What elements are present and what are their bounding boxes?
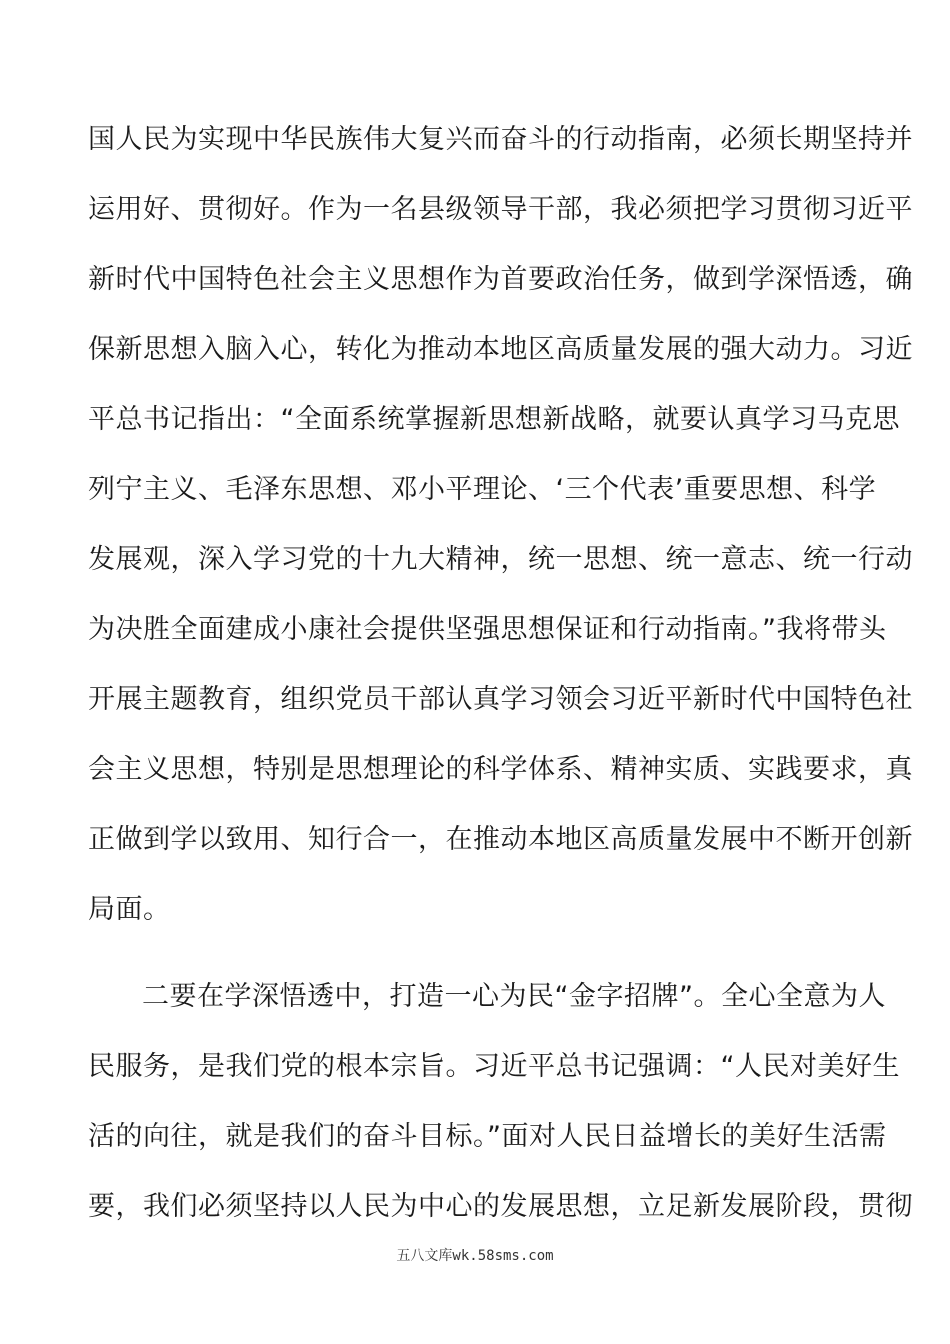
text-line: 国人民为实现中华民族伟大复兴而奋斗的行动指南，必须长期坚持并 (88, 124, 913, 155)
text-line: 发展观，深入学习党的十九大精神，统一思想、统一意志、统一行动 (88, 544, 913, 575)
text-line: 新时代中国特色社会主义思想作为首要政治任务，做到学深悟透，确 (88, 264, 913, 295)
text-line: 平总书记指出：“全面系统掌握新思想新战略，就要认真学习马克思 (88, 404, 900, 435)
text-line: 正做到学以致用、知行合一，在推动本地区高质量发展中不断开创新 (88, 824, 913, 855)
text-line: 开展主题教育，组织党员干部认真学习领会习近平新时代中国特色社 (88, 684, 913, 715)
text-line: 为决胜全面建成小康社会提供坚强思想保证和行动指南。”我将带头 (88, 614, 887, 645)
text-line: 列宁主义、毛泽东思想、邓小平理论、‘三个代表’重要思想、科学 (88, 474, 877, 505)
text-line: 要，我们必须坚持以人民为中心的发展思想，立足新发展阶段，贯彻 (88, 1191, 913, 1222)
text-line: 二要在学深悟透中，打造一心为民“金字招牌”。全心全意为人 (142, 981, 886, 1012)
footer-watermark: 五八文库wk.58sms.com (396, 1248, 554, 1264)
text-line: 活的向往，就是我们的奋斗目标。”面对人民日益增长的美好生活需 (88, 1121, 887, 1152)
text-line: 民服务，是我们党的根本宗旨。习近平总书记强调：“人民对美好生 (88, 1051, 900, 1082)
text-line: 运用好、贯彻好。作为一名县级领导干部，我必须把学习贯彻习近平 (88, 194, 913, 225)
text-line: 保新思想入脑入心，转化为推动本地区高质量发展的强大动力。习近 (88, 334, 913, 365)
text-line: 局面。 (88, 894, 171, 925)
text-line: 会主义思想，特别是思想理论的科学体系、精神实质、实践要求，真 (88, 754, 913, 785)
